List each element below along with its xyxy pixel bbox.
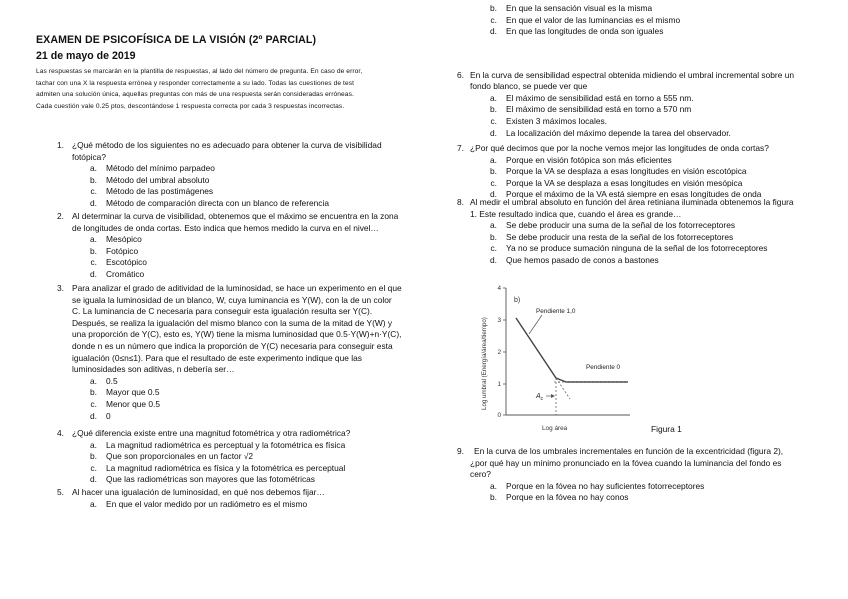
question-text: C. La luminancia de C necesaria para conseguir esta igualación resulta ser Y(C). xyxy=(72,306,373,317)
answer-option[interactable] xyxy=(483,155,672,167)
option-letter: a. xyxy=(490,480,497,491)
option-text: Existen 3 máximos locales. xyxy=(506,115,608,126)
threshold-curve xyxy=(516,318,628,382)
answer-option[interactable] xyxy=(483,178,742,190)
option-letter: b. xyxy=(90,387,97,398)
option-text: Se debe producir una resta de la señal de los fotorreceptores xyxy=(506,231,734,242)
instruction-line: Las respuestas se marcarán en la plantilla de respuestas, al lado del número de pregunta. En caso de error, xyxy=(36,68,363,75)
instruction-line: tachar con una X la respuesta errónea y responder correctamente a su lado. Todas las cuestiones de test xyxy=(36,79,355,87)
option-letter: a. xyxy=(490,154,497,165)
option-text: Se debe producir una suma de la señal de los fotorreceptores xyxy=(506,220,736,231)
figure-y-axis-label: Log umbral (Energía/área/tiempo) xyxy=(481,317,488,410)
option-letter: d. xyxy=(490,189,497,200)
y-tick-label: 1 xyxy=(497,381,501,388)
question-number: 9. xyxy=(457,446,464,456)
option-letter: b. xyxy=(90,245,97,256)
answer-option[interactable] xyxy=(83,175,209,187)
option-text: Porque en la fóvea no hay suficientes fotorreceptores xyxy=(506,480,705,491)
question-text: ¿por qué hay un mínimo pronunciado en la fóvea cuando la luminancia del fondo es xyxy=(470,457,782,468)
question-text: luminosidades son aditivas, n debería ser… xyxy=(72,364,235,375)
option-letter: d. xyxy=(90,198,97,208)
answer-option[interactable] xyxy=(483,243,768,255)
instruction-line: admiten una solución única, aquellas preguntas con más de una respuesta serán consideradas erróneas. xyxy=(36,91,354,99)
option-letter: c. xyxy=(490,177,497,188)
answer-option[interactable] xyxy=(83,163,215,175)
option-letter: d. xyxy=(90,269,97,279)
option-text: Escotópico xyxy=(106,257,147,268)
option-text: El máximo de sensibilidad está en torno a 555 nm. xyxy=(506,92,694,103)
answer-option[interactable] xyxy=(483,481,704,493)
question-number: 6. xyxy=(457,69,464,80)
question-text: ¿Qué método de los siguientes no es adecuado para obtener la curva de visibilidad xyxy=(72,140,382,150)
answer-option[interactable] xyxy=(83,474,315,486)
instructions xyxy=(36,66,431,113)
answer-option[interactable] xyxy=(483,166,747,178)
option-letter: d. xyxy=(490,127,497,138)
option-text: Ya no se produce sumación ninguna de la señal de los fotorreceptores xyxy=(506,243,768,254)
option-text: En que las longitudes de onda son iguales xyxy=(506,26,664,37)
answer-option[interactable] xyxy=(83,269,144,281)
question-text: En la curva de los umbrales incrementales en función de la excentricidad (figura 2), xyxy=(474,446,784,456)
option-text: Porque la VA se desplaza a esas longitudes en visión mesópica xyxy=(506,177,743,188)
option-text: El máximo de sensibilidad está en torno a 570 nm xyxy=(506,104,692,115)
answer-option[interactable] xyxy=(483,116,607,128)
slope-1-leader xyxy=(529,315,542,334)
answer-option[interactable] xyxy=(483,3,652,15)
option-text: Mayor que 0.5 xyxy=(106,387,160,398)
option-text: Cromático xyxy=(106,269,145,279)
answer-option[interactable] xyxy=(483,492,628,504)
question-text: ¿Qué diferencia existe entre una magnitud fotométrica y otra radiométrica? xyxy=(72,428,351,438)
answer-option[interactable] xyxy=(83,376,118,388)
option-text: Menor que 0.5 xyxy=(106,399,161,409)
question-number: 3. xyxy=(57,283,64,293)
option-text: Porque en visión fotópica son más eficientes xyxy=(506,154,672,165)
option-letter: a. xyxy=(90,439,97,450)
answer-option[interactable] xyxy=(83,411,111,423)
figure-x-axis-label: Log área xyxy=(542,425,568,432)
exam-title: EXAMEN DE PSICOFÍSICA DE LA VISIÓN (2º PARCIAL) xyxy=(36,34,317,46)
question-number: 5. xyxy=(57,487,64,497)
option-text: En que el valor de las luminancias es el mismo xyxy=(506,14,681,25)
answer-option[interactable] xyxy=(83,499,307,511)
answer-option[interactable] xyxy=(483,26,663,38)
figure-1-graph xyxy=(474,280,644,440)
answer-option[interactable] xyxy=(83,186,213,198)
answer-option[interactable] xyxy=(483,220,735,232)
answer-option[interactable] xyxy=(483,104,691,116)
option-text: 0.5 xyxy=(106,375,118,386)
option-text: Que las radiométricas son mayores que las fotométricas xyxy=(106,474,315,485)
exam-date: 21 de mayo de 2019 xyxy=(36,50,136,62)
option-text: Método de comparación directa con un blanco de referencia xyxy=(106,198,330,208)
option-letter: d. xyxy=(490,255,497,265)
question-number: 1. xyxy=(57,140,64,150)
y-tick-label: 0 xyxy=(497,412,501,419)
option-letter: d. xyxy=(490,26,497,37)
option-text: Método del mínimo parpadeo xyxy=(106,163,215,174)
option-letter: c. xyxy=(90,186,97,197)
option-text: Mesópico xyxy=(106,234,142,245)
y-tick-label: 2 xyxy=(497,349,501,356)
option-text: La magnitud radiométrica es física y la fotométrica es perceptual xyxy=(106,462,346,473)
question-text: de longitudes de onda cortas. Esto indica que hemos medido la curva en el nivel… xyxy=(72,222,379,233)
question-text: Al medir el umbral absoluto en función del área retiniana iluminada obtenemos la figura xyxy=(470,197,794,207)
option-letter: b. xyxy=(90,174,97,185)
question-number: 2. xyxy=(57,211,64,221)
option-letter: d. xyxy=(90,474,97,485)
question-text: 1. Este resultado indica que, cuando el área es grande… xyxy=(470,208,682,219)
figure-panel-label: b) xyxy=(514,297,521,304)
option-letter: c. xyxy=(490,115,497,126)
answer-option[interactable] xyxy=(83,451,253,463)
answer-option[interactable] xyxy=(483,15,680,27)
slope-1-label: Pendiente 1,0 xyxy=(536,308,576,315)
question-text: fotópica? xyxy=(72,151,106,162)
answer-option[interactable] xyxy=(83,399,160,411)
question-text: se iguala la luminosidad de un blanco, W, cuya luminancia es Y(W), con la de un color xyxy=(72,294,392,305)
question-text: una proporción de Y(C), esto es, Y(W) tiene la misma luminosidad que 0.5·Y(W)+n·Y(C), xyxy=(72,329,402,340)
option-letter: b. xyxy=(490,166,497,177)
answer-option[interactable] xyxy=(83,440,345,452)
slope-0-label: Pendiente 0 xyxy=(586,364,621,371)
ac-letter: A xyxy=(536,393,541,400)
option-text: En que la sensación visual es la misma xyxy=(506,3,653,13)
question-text: Al hacer una igualación de luminosidad, en qué nos debemos fijar… xyxy=(72,487,325,497)
option-letter: a. xyxy=(490,92,497,103)
question-text: fondo blanco, se puede ver que xyxy=(470,81,588,92)
ac-label xyxy=(535,393,544,402)
option-letter: a. xyxy=(90,234,97,245)
question-number: 8. xyxy=(457,197,464,207)
answer-option[interactable] xyxy=(83,234,142,246)
question-text: Para analizar el grado de aditividad de la luminosidad, se hace un experimento en el que xyxy=(72,283,402,293)
option-letter: a. xyxy=(490,220,497,231)
option-letter: b. xyxy=(490,231,497,242)
option-letter: a. xyxy=(90,375,97,386)
option-text: En que el valor medido por un radiómetro es el mismo xyxy=(106,498,308,509)
option-letter: b. xyxy=(490,104,497,115)
question-number: 7. xyxy=(457,143,464,153)
question-text: Al determinar la curva de visibilidad, obtenemos que el máximo se encuentra en la zona xyxy=(72,211,399,221)
ac-subscript: c xyxy=(540,396,544,402)
question-text: En la curva de sensibilidad espectral obtenida midiendo el umbral incremental sobre un xyxy=(470,69,795,80)
option-letter: a. xyxy=(90,163,97,174)
question-number: 4. xyxy=(57,428,64,438)
option-letter: c. xyxy=(90,257,97,268)
ac-arrowhead xyxy=(551,394,555,398)
option-letter: c. xyxy=(490,243,497,254)
option-letter: b. xyxy=(90,451,97,462)
question-text: igualación (0≤n≤1). Para que el resultado de este experimento indique que las xyxy=(72,352,362,363)
option-text: Que hemos pasado de conos a bastones xyxy=(506,255,659,265)
option-text: La localización del máximo depende la tarea del observador. xyxy=(506,127,731,138)
option-letter: c. xyxy=(90,399,97,409)
option-letter: c. xyxy=(90,462,97,473)
answer-option[interactable] xyxy=(83,387,160,399)
option-letter: d. xyxy=(90,410,97,421)
option-text: Que son proporcionales en un factor √2 xyxy=(106,451,254,462)
option-text: Porque en la fóvea no hay conos xyxy=(506,492,629,503)
answer-option[interactable] xyxy=(83,463,345,475)
y-tick-label: 4 xyxy=(497,285,501,292)
answer-option[interactable] xyxy=(483,93,694,105)
answer-option[interactable] xyxy=(83,257,147,269)
question-text: ¿Por qué decimos que por la noche vemos mejor las longitudes de onda cortas? xyxy=(470,143,769,153)
option-letter: a. xyxy=(90,498,97,509)
option-text: La magnitud radiométrica es perceptual y la fotométrica es física xyxy=(106,439,346,450)
answer-option[interactable] xyxy=(483,232,733,244)
option-text: Método del umbral absoluto xyxy=(106,174,210,185)
question-text: cero? xyxy=(470,469,491,480)
answer-option[interactable] xyxy=(83,198,329,210)
option-text: Porque el máximo de la VA está siempre en esas longitudes de onda xyxy=(506,189,762,200)
answer-option[interactable] xyxy=(483,255,659,267)
option-text: Método de las postimágenes xyxy=(106,186,214,197)
figure-caption: Figura 1 xyxy=(651,424,682,434)
option-text: 0 xyxy=(106,410,111,421)
option-letter: b. xyxy=(490,3,497,13)
option-text: Porque la VA se desplaza a esas longitudes en visión escotópica xyxy=(506,166,747,177)
answer-option[interactable] xyxy=(83,246,138,258)
question-text: Después, se realiza la igualación del mismo blanco con la suma de la mitad de Y(W) y xyxy=(72,317,393,328)
question-text: donde n es un número que indica la proporción de Y(C) necesaria para conseguir esta xyxy=(72,341,393,351)
option-text: Fotópico xyxy=(106,245,139,256)
answer-option[interactable] xyxy=(483,128,731,140)
option-letter: b. xyxy=(490,492,497,503)
option-letter: c. xyxy=(490,14,497,25)
instruction-line: Cada cuestión vale 0.25 ptos, descontándose 1 respuesta correcta por cada 3 respuestas incorrectas. xyxy=(36,103,345,111)
y-tick-label: 3 xyxy=(497,317,501,324)
